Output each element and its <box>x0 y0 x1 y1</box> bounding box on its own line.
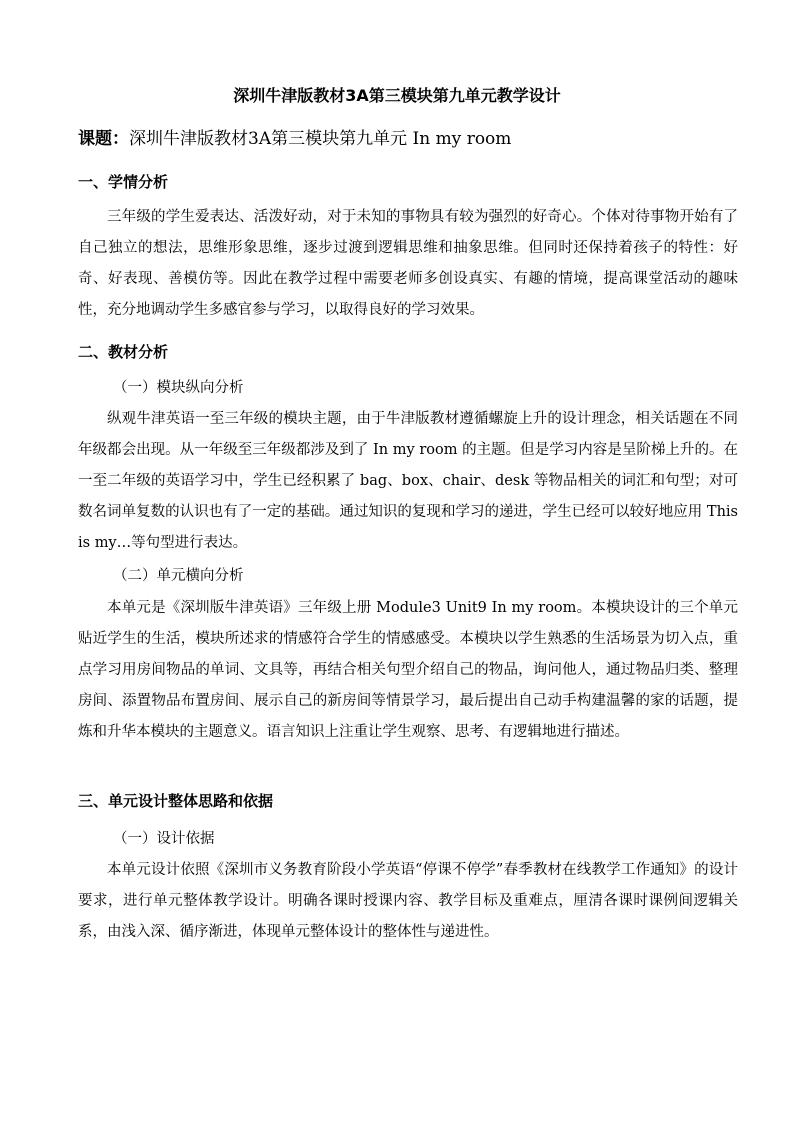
topic-label: 课题： <box>78 129 129 149</box>
topic-line <box>78 126 511 152</box>
paragraph-vertical-analysis: 纵观牛津英语一至三年级的模块主题，由于牛津版教材遵循螺旋上升的设计理念，相关话题在不同年级都会出现。从一年级至三年级都涉及到了 In my room 的主题。但是学习内容是呈阶梯上升的。在一至二年级的英语学习中，学生已经积累了 bag、box、chair、desk 等物品相关的词汇和句型；对可数名词单复数的认识也有了一定的基础。通过知识的复现和学习的递进，学生已经可以较好地应用 This is my…等句型进行表达。 <box>78 411 738 551</box>
section-heading-textbook-analysis: 二、教材分析 <box>78 343 169 361</box>
paragraph-design-basis: 本单元设计依照《深圳市义务教育阶段小学英语“停课不停学”春季教材在线教学工作通知》的设计要求，进行单元整体教学设计。明确各课时授课内容、教学目标及重难点，厘清各课时课例间逻辑关系，由浅入深、循序渐进，体现单元整体设计的整体性与递进性。 <box>78 862 738 940</box>
paragraph-student-analysis: 三年级的学生爱表达、活泼好动，对于未知的事物具有较为强烈的好奇心。个体对待事物开始有了自己独立的想法，思维形象思维，逐步过渡到逻辑思维和抽象思维。但同时还保持着孩子的特性：好奇、好表现、善模仿等。因此在教学过程中需要老师多创设真实、有趣的情境，提高课堂活动的趣味性，充分地调动学生多感官参与学习，以取得良好的学习效果。 <box>78 209 738 318</box>
subheading-design-basis: （一）设计依据 <box>113 831 215 847</box>
document-title: 深圳牛津版教材3A第三模块第九单元教学设计 <box>233 86 561 105</box>
section-heading-student-analysis: 一、学情分析 <box>78 173 169 191</box>
paragraph-horizontal-analysis: 本单元是《深圳版牛津英语》三年级上册 Module3 Unit9 In my room。本模块设计的三个单元贴近学生的生活，模块所述求的情感符合学生的情感感受。本模块以学生熟悉的生活场景为切入点，重点学习用房间物品的单词、文具等，再结合相关句型介绍自己的物品，询问他人，通过物品归类、整理房间、添置物品布置房间、展示自己的新房间等情景学习，最后提出自己动手构建温馨的家的话题，提炼和升华本模块的主题意义。语言知识上注重让学生观察、思考、有逻辑地进行描述。 <box>78 600 738 740</box>
subheading-horizontal-analysis: （二）单元横向分析 <box>113 568 244 584</box>
section-heading-design-approach: 三、单元设计整体思路和依据 <box>78 792 274 810</box>
topic-text: 深圳牛津版教材3A第三模块第九单元 In my room <box>129 129 512 149</box>
subheading-vertical-analysis: （一）模块纵向分析 <box>113 380 244 396</box>
